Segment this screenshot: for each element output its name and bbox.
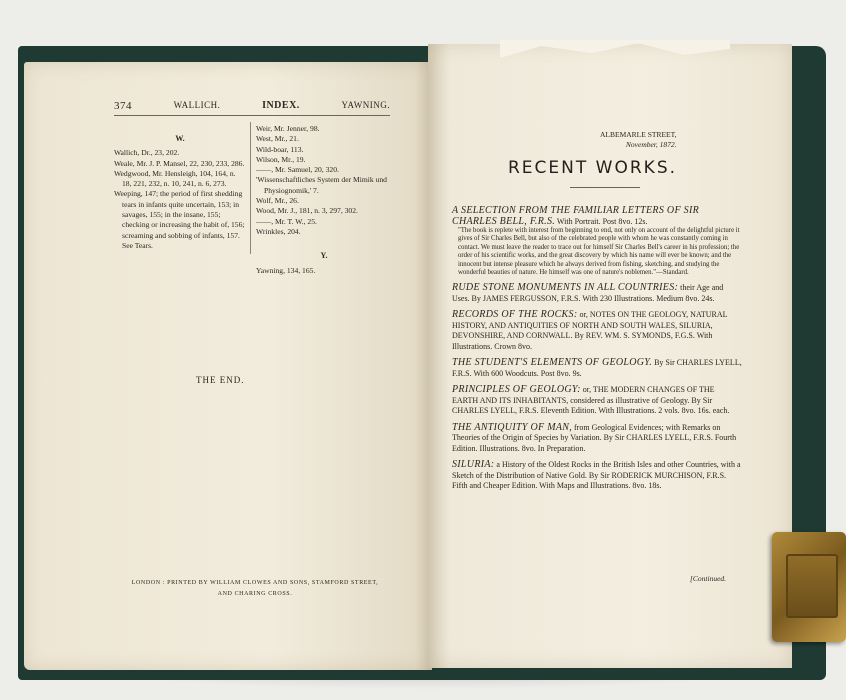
index-entry: Weir, Mr. Jenner, 98. xyxy=(256,124,320,133)
book-entry xyxy=(452,206,742,277)
index-entry: Wolf, Mr., 26. xyxy=(256,196,299,206)
index-entry: Weeping, 147; the period of first shedding tears in infants quite uncertain, 153; in savages, 155; in the insane, 155; checking or increasing the habit of, 156; screaming and sobbing of infants, 157. See Tears. xyxy=(114,189,245,250)
continued-note: [Continued. xyxy=(690,574,727,583)
printer-line-2: AND CHARING CROSS. xyxy=(217,591,293,597)
index-letter-w: W. xyxy=(175,134,185,143)
index-entry: Weale, Mr. J. P. Mansel, 22, 230, 233, 286. xyxy=(114,158,245,168)
printer-line-1: LONDON : PRINTED BY WILLIAM CLOWES AND SONS, STAMFORD STREET, xyxy=(131,580,379,586)
index-header xyxy=(114,100,390,116)
book-detail: With Portrait. Post 8vo. 12s. xyxy=(556,216,648,226)
index-entry: West, Mr., 21. xyxy=(256,134,299,144)
book-entry xyxy=(452,310,742,352)
index-entry: 'Wissenschaftliches System der Mimik und Physiognomik,' 7. xyxy=(256,175,387,195)
book-entry xyxy=(452,283,742,304)
index-column-1 xyxy=(114,134,246,251)
book-detail: By Sir CHARLES LYELL, F.R.S. With 600 Woodcuts. Post 8vo. 9s. xyxy=(452,358,742,378)
page-title: RECENT WORKS. xyxy=(508,158,678,178)
index-entry: ——, Mr. T. W., 25. xyxy=(256,216,317,226)
book-title: SILURIA: xyxy=(452,459,495,471)
index-column-2 xyxy=(256,124,392,276)
title-rule xyxy=(570,187,640,188)
book-detail: or, THE MODERN CHANGES OF THE EARTH AND ITS INHABITANTS, considered as illustrative of Geology. By Sir CHARLES LYELL, F.R.S. Eleventh Edition. With Illustrations. 2 vols. 8vo. 16s. each. xyxy=(452,385,730,416)
book-entry xyxy=(452,385,742,417)
column-divider xyxy=(250,122,251,254)
index-entry: Wrinkles, 204. xyxy=(256,226,301,236)
book-title: THE STUDENT'S ELEMENTS OF GEOLOGY. xyxy=(452,357,653,369)
book-entry xyxy=(452,460,742,492)
the-end-text: THE END. xyxy=(196,375,245,385)
page-number: 374 xyxy=(114,100,132,112)
book-title: RECORDS OF THE ROCKS: xyxy=(452,309,578,321)
header-right: YAWNING. xyxy=(341,100,390,110)
index-entry: ——, Mr. Samuel, 20, 320. xyxy=(256,165,339,175)
book-title: A SELECTION FROM THE FAMILIAR LETTERS OF SIR CHARLES BELL, F.R.S. xyxy=(452,205,699,227)
publisher-address xyxy=(600,130,677,150)
index-entry: Wood, Mr. J., 181, n. 3, 297, 302. xyxy=(256,206,358,216)
header-left: WALLICH. xyxy=(173,100,221,110)
header-center: INDEX. xyxy=(262,100,300,111)
index-entry: Wild-boar, 113. xyxy=(256,144,304,154)
index-entry: Wallich, Dr., 23, 202. xyxy=(114,148,180,158)
book-detail: a History of the Oldest Rocks in the British Isles and other Countries, with a Sketch of the Distribution of Native Gold. By Sir RODERICK MURCHISON, F.R.S. Fifth and Cheaper Edition. With Maps and Illustrations. 8vo. 18s. xyxy=(452,460,741,491)
book-title: RUDE STONE MONUMENTS IN ALL COUNTRIES: xyxy=(452,282,679,294)
book-list xyxy=(452,206,742,498)
book-title: PRINCIPLES OF GEOLOGY: xyxy=(452,384,581,396)
clip-inner-plate xyxy=(786,554,838,618)
printer-imprint xyxy=(120,578,390,600)
index-entry: Wilson, Mr., 19. xyxy=(256,154,306,164)
address-line: ALBEMARLE STREET, xyxy=(600,130,677,139)
book-detail: their Age and Uses. By JAMES FERGUSSON, F.R.S. With 230 Illustrations. Medium 8vo. 24s. xyxy=(452,283,724,303)
index-letter-y: Y. xyxy=(320,251,328,261)
book-detail: from Geological Evidences; with Remarks on Theories of the Origin of Species by Variation. By Sir CHARLES LYELL, F.R.S. Fourth Edition. Illustrations. 8vo. In Preparation. xyxy=(452,422,737,453)
brass-page-clip xyxy=(772,532,846,642)
book-detail: or, NOTES ON THE GEOLOGY, NATURAL HISTORY, AND ANTIQUITIES OF NORTH AND SOUTH WALES, SILURIA, DEVONSHIRE, AND CORNWALL. By REV. WM. S. SYMONDS, F.G.S. With Illustrations. Crown 8vo. xyxy=(452,310,728,351)
date-line: November, 1872. xyxy=(625,140,677,149)
book-review-quote: "The book is replete with interest from beginning to end, not only on account of the delightful picture it gives of Sir Charles Bell, but also of the celebrated people with whom he was constantly coming in contact. We must leave the reader to trace out for himself Sir Charles Bell's career in his profession; the order of his scientific works, and the great discovery by which his name will ever be known; and the innocent but intense pleasure which he always derived from fishing, sketching, and studying the wonderful beauties of nature. He himself was one of nature's noblemen."—Standard. xyxy=(458,227,740,277)
book-entry xyxy=(452,358,742,379)
book-title: THE ANTIQUITY OF MAN, xyxy=(452,421,573,433)
index-entry: Wedgwood, Mr. Hensleigh, 104, 164, n. 18, 221, 232, n. 10, 241, n. 6, 273. xyxy=(114,168,236,189)
book-entry xyxy=(452,423,742,455)
index-entry: Yawning, 134, 165. xyxy=(256,265,316,275)
